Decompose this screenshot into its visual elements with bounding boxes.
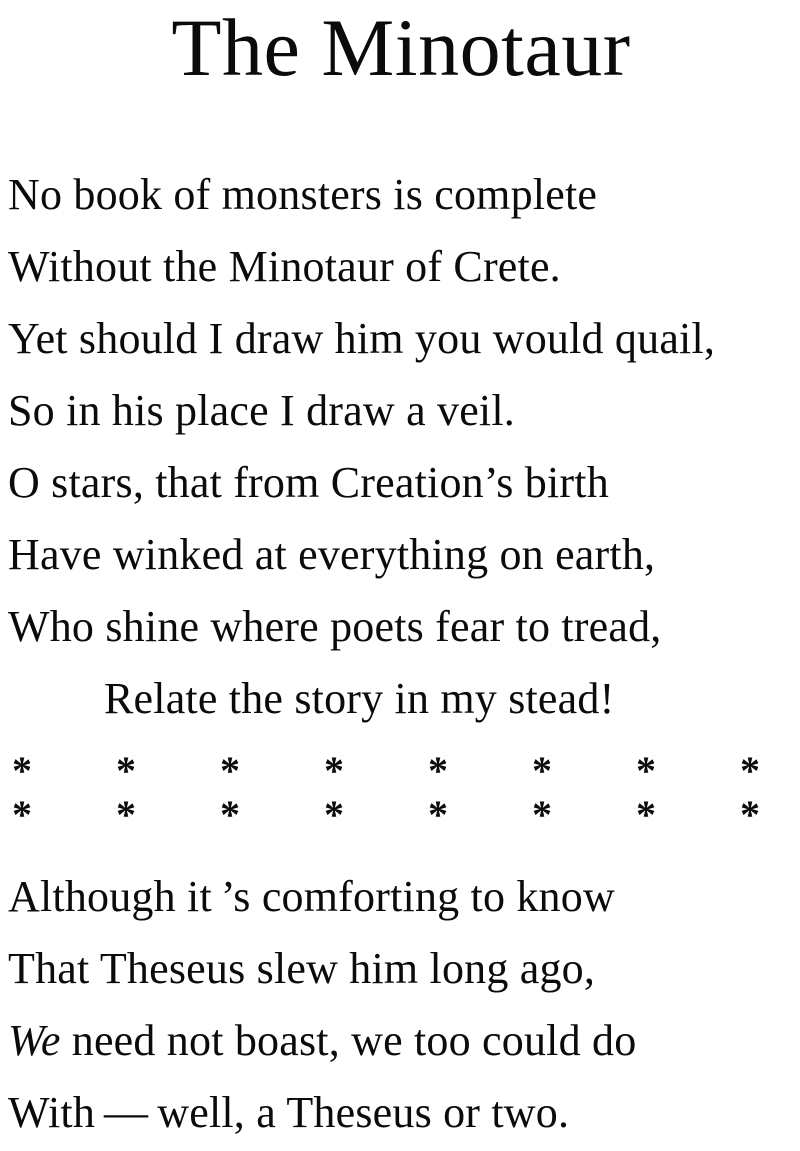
asterisk: * <box>532 747 552 793</box>
stanza-two <box>8 861 794 1149</box>
asterisk: * <box>636 791 656 837</box>
poem-line: Have winked at everything on earth, <box>8 529 656 579</box>
asterisk: * <box>532 791 552 837</box>
asterisk-separator <box>8 749 794 837</box>
poem-title: The Minotaur <box>171 2 631 93</box>
poem-line: With — well, a Theseus or two. <box>8 1087 570 1137</box>
italic-word: We <box>8 1015 61 1065</box>
asterisk: * <box>636 747 656 793</box>
poem-line: O stars, that from Creation’s birth <box>8 457 609 507</box>
asterisk-row <box>8 749 794 793</box>
poem-line: Although it ’s comforting to know <box>8 871 615 921</box>
asterisk: * <box>12 747 32 793</box>
poem-line: So in his place I draw a veil. <box>8 385 515 435</box>
asterisk: * <box>220 747 240 793</box>
asterisk: * <box>116 747 136 793</box>
poem-line: That Theseus slew him long ago, <box>8 943 596 993</box>
asterisk: * <box>116 791 136 837</box>
asterisk: * <box>324 747 344 793</box>
poem-line: No book of monsters is complete <box>8 169 598 219</box>
poem-line: Who shine where poets fear to tread, <box>8 601 662 651</box>
asterisk-row <box>8 793 794 837</box>
asterisk: * <box>740 747 760 793</box>
line-rest: need not boast, we too could do <box>60 1015 637 1065</box>
asterisk: * <box>740 791 760 837</box>
poem-line <box>8 1005 794 1077</box>
asterisk: * <box>220 791 240 837</box>
poem-line-indented: Relate the story in my stead! <box>104 673 615 723</box>
asterisk: * <box>12 791 32 837</box>
asterisk: * <box>324 791 344 837</box>
asterisk: * <box>428 747 448 793</box>
poem-line: Without the Minotaur of Crete. <box>8 241 561 291</box>
stanza-one <box>8 159 794 735</box>
poem-line: Yet should I draw him you would quail, <box>8 313 716 363</box>
asterisk: * <box>428 791 448 837</box>
